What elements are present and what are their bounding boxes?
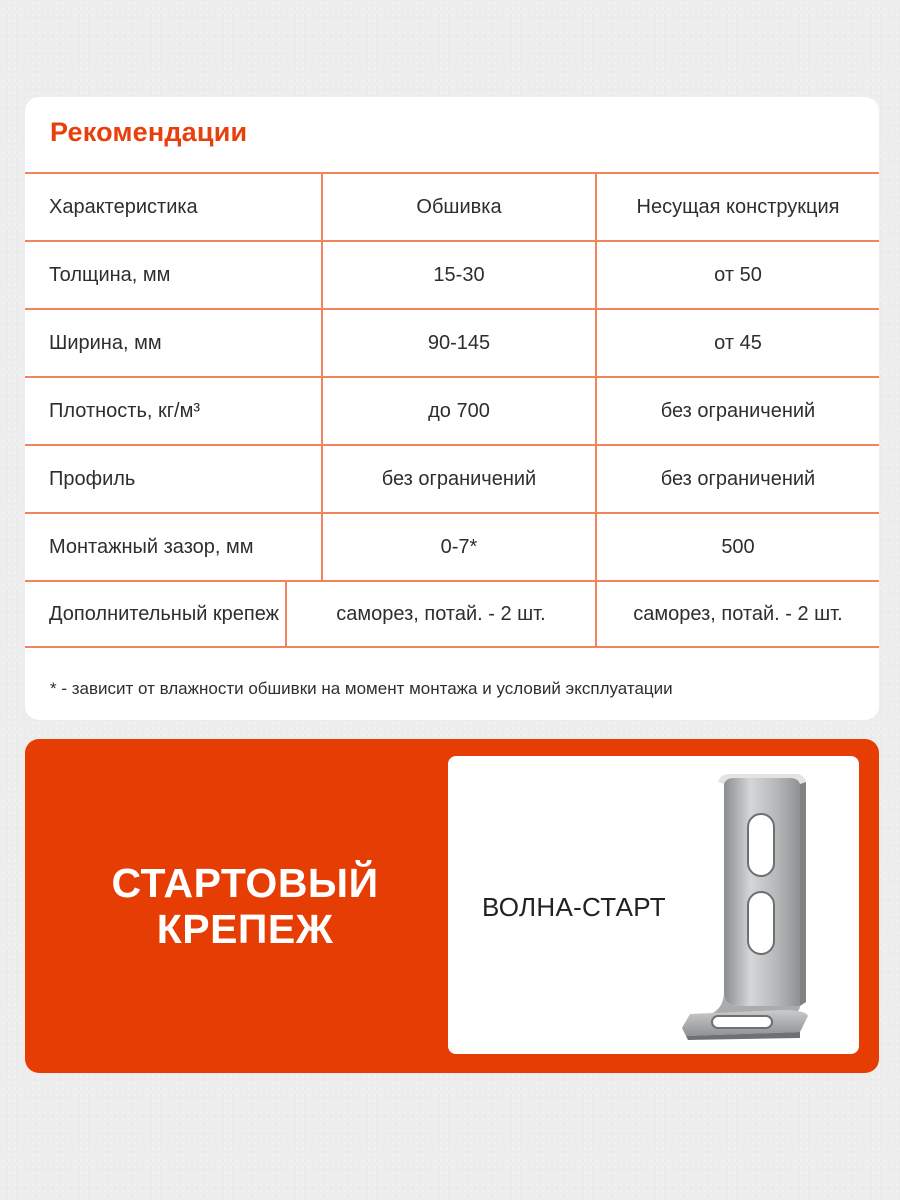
- table-row: [25, 240, 879, 308]
- row-label: Толщина, мм: [49, 263, 171, 286]
- header-load-bearing: Несущая конструкция: [595, 174, 879, 240]
- load-bearing-value: от 45: [595, 310, 879, 376]
- recommendations-card: [25, 97, 879, 720]
- header-characteristic: Характеристика: [49, 195, 198, 218]
- header-cladding: Обшивка: [321, 174, 595, 240]
- product-box: [448, 756, 859, 1054]
- banner-title-line1: СТАРТОВЫЙ: [111, 860, 379, 906]
- load-bearing-value: саморез, потай. - 2 шт.: [595, 582, 879, 646]
- cladding-value: 90-145: [321, 310, 595, 376]
- product-name: ВОЛНА-СТАРТ: [482, 892, 666, 922]
- spec-table: [25, 172, 879, 648]
- cladding-value: до 700: [321, 378, 595, 444]
- row-label: Монтажный зазор, мм: [49, 535, 254, 558]
- row-label: Профиль: [49, 467, 136, 490]
- table-row: [25, 308, 879, 376]
- load-bearing-value: без ограничений: [595, 446, 879, 512]
- cladding-value: 15-30: [321, 242, 595, 308]
- load-bearing-value: 500: [595, 514, 879, 580]
- cladding-value: саморез, потай. - 2 шт.: [285, 582, 595, 646]
- cladding-value: 0-7*: [321, 514, 595, 580]
- load-bearing-value: от 50: [595, 242, 879, 308]
- load-bearing-value: без ограничений: [595, 378, 879, 444]
- row-label: Ширина, мм: [49, 331, 162, 354]
- cladding-value: без ограничений: [321, 446, 595, 512]
- table-row: [25, 512, 879, 580]
- metal-l-bracket-icon: [678, 770, 838, 1040]
- footnote: * - зависит от влажности обшивки на момент монтажа и условий эксплуатации: [50, 679, 673, 698]
- table-row: [25, 444, 879, 512]
- row-label: Плотность, кг/м³: [49, 399, 200, 422]
- card-title: Рекомендации: [50, 117, 248, 147]
- table-row: [25, 376, 879, 444]
- table-header-row: [25, 172, 879, 240]
- starter-fastener-banner: [25, 739, 879, 1073]
- banner-title: [45, 861, 445, 953]
- table-row: [25, 580, 879, 648]
- row-label: Дополнительный крепеж: [49, 602, 280, 625]
- banner-title-line2: КРЕПЕЖ: [156, 905, 334, 952]
